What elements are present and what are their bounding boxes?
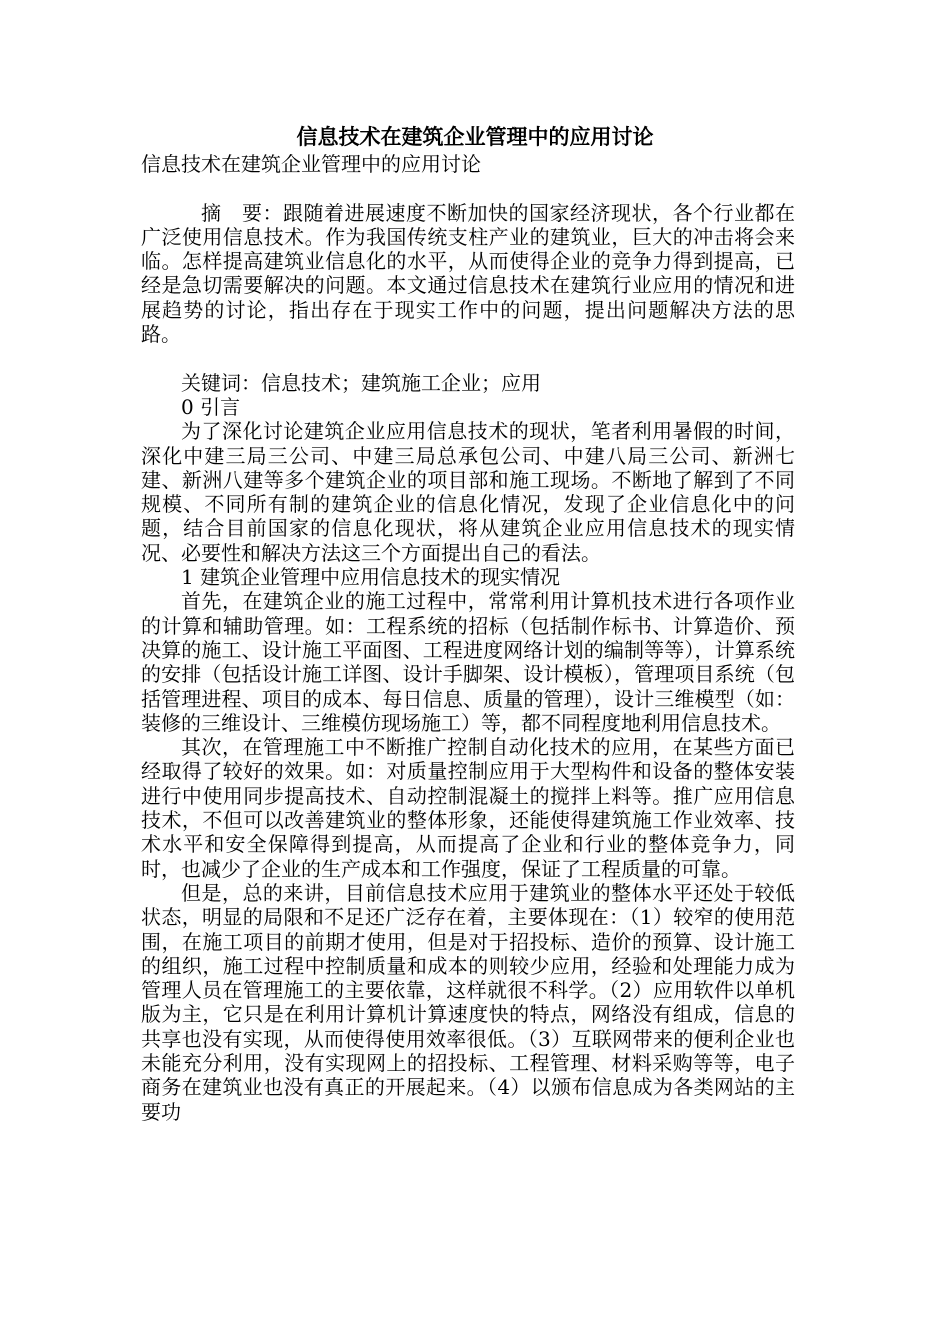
section-0-heading: 0 引言 <box>181 394 241 419</box>
keywords-line: 关键词：信息技术；建筑施工企业；应用 <box>181 370 541 395</box>
body-paragraph-1: 首先，在建筑企业的施工过程中，常常利用计算机技术进行各项作业的计算和辅助管理。如：工程系统的招标（包括制作标书、计算造价、预决算的施工、设计施工平面图、工程进度网络计划的编制等等），计算系统的安排（包括设计施工详图、设计手脚架、设计模板），管理项目系统（包括管理进程、项目的成本、每日信息、质量的管理），设计三维模型（如：装修的三维设计、三维模仿现场施工）等，都不同程度地利用信息技术。 <box>141 589 795 735</box>
intro-paragraph: 为了深化讨论建筑企业应用信息技术的现状，笔者利用暑假的时间，深化中建三局三公司、中建三局总承包公司、中建八局三公司、新洲七建、新洲八建等多个建筑企业的项目部和施工现场。不断地了解到了不同规模、不同所有制的建筑企业的信息化情况，发现了企业信息化中的问题，结合目前国家的信息化现状，将从建筑企业应用信息技术的现实情况、必要性和解决方法这三个方面提出自己的看法。 <box>141 419 795 565</box>
document-body <box>141 152 795 1124</box>
document-title: 信息技术在建筑企业管理中的应用讨论 <box>296 125 654 149</box>
body-paragraph-3: 但是，总的来讲，目前信息技术应用于建筑业的整体水平还处于较低状态，明显的局限和不足还广泛存在着，主要体现在：（1）较窄的使用范围，在施工项目的前期才使用，但是对于招投标、造价的预算、设计施工的组织，施工过程中控制质量和成本的则较少应用，经验和处理能力成为管理人员在管理施工的主要依靠，这样就很不科学。（2）应用软件以单机版为主，它只是在利用计算机计算速度快的特点，网络没有组成，信息的共享也没有实现，从而使得使用效率很低。（3）互联网带来的便利企业也未能充分利用，没有实现网上的招投标、工程管理、材料采购等等，电子商务在建筑业也没有真正的开展起来。（4）以颁布信息成为各类网站的主要功 <box>141 880 795 1124</box>
section-1-heading: 1 建筑企业管理中应用信息技术的现实情况 <box>181 565 561 590</box>
document-subtitle: 信息技术在建筑企业管理中的应用讨论 <box>141 152 481 176</box>
abstract-paragraph: 摘 要：跟随着进展速度不断加快的国家经济现状，各个行业都在广泛使用信息技术。作为我国传统支柱产业的建筑业，巨大的冲击将会来临。怎样提高建筑业信息化的水平，从而使得企业的竞争力得到提高，已经是急切需要解决的问题。本文通过信息技术在建筑行业应用的情况和进展趋势的讨论，指出存在于现实工作中的问题，提出问题解决方法的思路。 <box>141 200 795 347</box>
blank-line <box>141 346 795 370</box>
blank-line <box>141 176 795 200</box>
body-paragraph-2: 其次，在管理施工中不断推广控制自动化技术的应用，在某些方面已经取得了较好的效果。如：对质量控制应用于大型构件和设备的整体安装进行中使用同步提高技术、自动控制混凝土的搅拌上料等。推广应用信息技术，不但可以改善建筑业的整体形象，还能使得建筑施工作业效率、技术水平和安全保障得到提高，从而提高了企业和行业的整体竞争力，同时，也减少了企业的生产成本和工作强度，保证了工程质量的可靠。 <box>141 735 795 881</box>
